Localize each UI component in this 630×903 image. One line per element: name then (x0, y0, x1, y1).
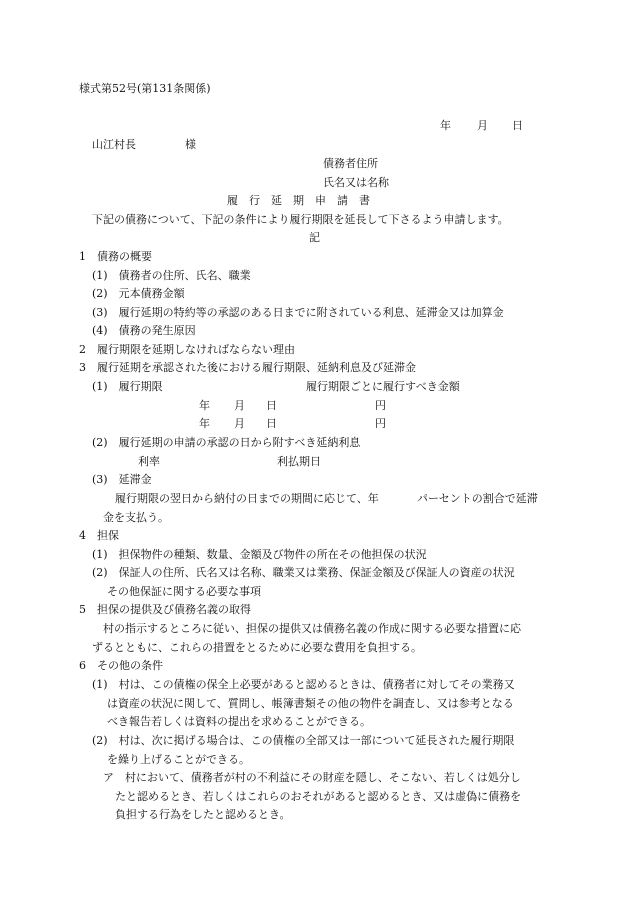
interest-rate-label: 利率 (138, 455, 160, 468)
section-6-item-2-a: ア 村において、債務者が村の不利益にその財産を隠し、そこない、若しくは処分し (103, 771, 521, 784)
section-1-item-3: (3) 履行延期の特約等の承認のある日までに附されている利息、延滞金又は加算金 (92, 306, 504, 319)
section-1-item-4: (4) 債務の発生原因 (92, 324, 196, 337)
section-6-item-2-a-cont-1: たと認めるとき、若しくはこれらのおそれがあると認めるとき、又は虚偽に債務を (115, 790, 522, 803)
section-3-item-1: (1) 履行期限 (92, 380, 163, 393)
intro-text: 下記の債務について、下記の条件により履行期限を延長して下さるよう申請します。 (92, 213, 509, 226)
late-fee-text-1b: パーセントの割合で延滞 (417, 492, 538, 505)
addressee: 山江村長 (92, 138, 136, 151)
section-4-item-1: (1) 担保物件の種類、数量、金額及び物件の所在その他担保の状況 (92, 548, 427, 561)
section-3-item-2: (2) 履行延期の申請の承認の日から附すべき延納利息 (92, 436, 361, 449)
section-5-text-2: ずるとともに、これらの措置をとるために必要な費用を負担する。 (92, 641, 422, 654)
section-2-heading: 2 履行期限を延期しなければならない理由 (79, 343, 295, 356)
section-4-heading: 4 担保 (79, 529, 119, 542)
debtor-address-label: 債務者住所 (323, 157, 378, 170)
installment-row-2-day: 日 (266, 417, 277, 430)
section-6-item-1-cont-2: べき報告若しくは資料の提出を求めることができる。 (107, 715, 371, 728)
section-6-item-2-a-cont-2: 負担する行為をしたと認めるとき。 (115, 808, 291, 821)
late-fee-text-2: 金を支払う。 (103, 511, 169, 524)
section-1-item-1: (1) 債務者の住所、氏名、職業 (92, 269, 251, 282)
date-year: 年 (440, 119, 451, 132)
debtor-name-label: 氏名又は名称 (323, 176, 389, 189)
installment-row-1-year: 年 (199, 399, 210, 412)
date-day: 日 (512, 119, 523, 132)
form-number: 様式第52号(第131条関係) (79, 82, 211, 95)
section-6-heading: 6 その他の条件 (79, 659, 163, 672)
installment-row-1-day: 日 (266, 399, 277, 412)
section-6-item-2-cont: を繰り上げることができる。 (107, 753, 250, 766)
section-6-item-1-cont-1: は資産の状況に関して、質問し、帳簿書類その他の物件を調査し、又は参考となる (107, 697, 514, 710)
section-6-item-1: (1) 村は、この債権の保全上必要があると認めるときは、債務者に対してその業務又 (92, 678, 515, 691)
installment-row-1-yen: 円 (375, 399, 386, 412)
section-4-item-2-cont: その他保証に関する必要な事項 (107, 585, 261, 598)
section-6-item-2: (2) 村は、次に掲げる場合は、この債権の全部又は一部について延長された履行期限 (92, 734, 515, 747)
installment-row-1-month: 月 (234, 399, 245, 412)
section-1-item-2: (2) 元本債務金額 (92, 287, 185, 300)
section-1-heading: 1 債務の概要 (79, 250, 152, 263)
document-title: 履 行 延 期 申 請 書 (227, 194, 370, 207)
ki-marker: 記 (309, 231, 320, 244)
interest-payday-label: 利払期日 (277, 455, 321, 468)
honorific: 様 (185, 138, 196, 151)
installment-row-2-year: 年 (199, 417, 210, 430)
section-3-item-3: (3) 延滞金 (92, 473, 152, 486)
section-5-text-1: 村の指示するところに従い、担保の提供又は債務名義の作成に関する必要な措置に応 (103, 622, 521, 635)
installment-row-2-month: 月 (234, 417, 245, 430)
section-5-heading: 5 担保の提供及び債務名義の取得 (79, 603, 251, 616)
date-month: 月 (477, 119, 488, 132)
section-3-heading: 3 履行延期を承認された後における履行期限、延納利息及び延滞金 (79, 361, 416, 374)
installment-amount-label: 履行期限ごとに履行すべき金額 (306, 380, 460, 393)
late-fee-text-1a: 履行期限の翌日から納付の日までの期間に応じて、年 (115, 492, 379, 505)
section-4-item-2: (2) 保証人の住所、氏名又は名称、職業又は業務、保証金額及び保証人の資産の状況 (92, 566, 515, 579)
installment-row-2-yen: 円 (375, 417, 386, 430)
